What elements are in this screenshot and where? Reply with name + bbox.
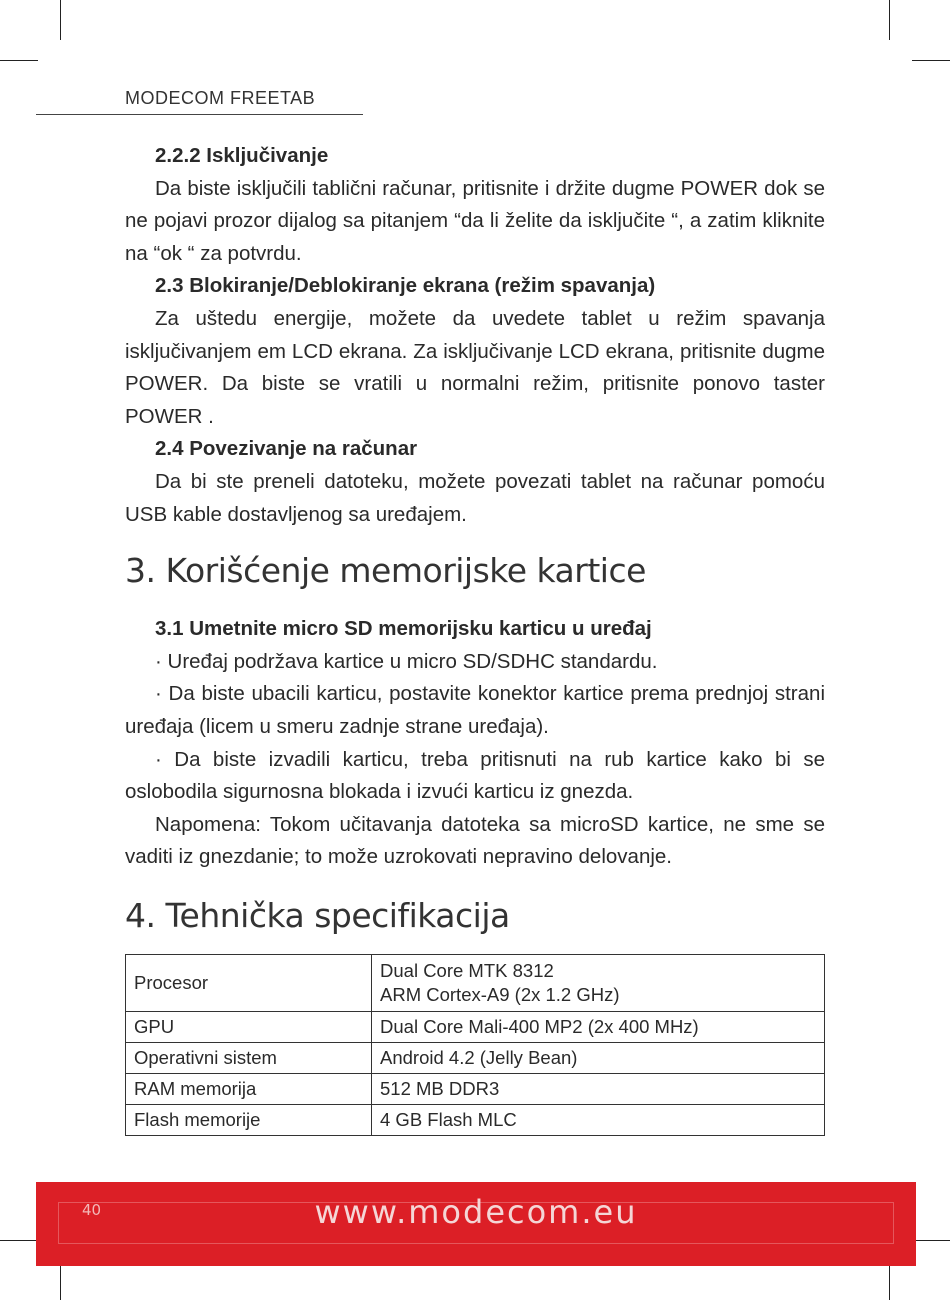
note-text: Napomena: Tokom učitavanja datoteka sa microSD kartice, ne sme se vaditi iz gnezdanie; to može uzrokovati nepravino delovanje. <box>125 812 825 869</box>
spec-label: Procesor <box>126 954 372 1011</box>
spec-value-line: Dual Core MTK 8312 <box>380 959 554 981</box>
section-heading-3-1: 3.1 Umetnite micro SD memorijsku karticu u uređaj <box>155 617 652 641</box>
crop-mark <box>0 1240 38 1241</box>
section-text-2-3: Za uštedu energije, možete da uvedete tablet u režim spavanja isključivanjem em LCD ekrana. Za isključivanje LCD ekrana, pritisnite dugme POWER. Da biste se vratili u normalni režim, pritisnite ponovo taster POWER . <box>125 306 825 428</box>
table-row <box>126 1011 825 1042</box>
crop-mark <box>912 60 950 61</box>
section-heading-2-4: 2.4 Povezivanje na računar <box>155 437 418 461</box>
section-heading-2-2-2: 2.2.2 Isključivanje <box>155 144 329 167</box>
table-row <box>126 1042 825 1073</box>
spec-value <box>372 954 825 1011</box>
section-text-2-2-2: Da biste isključili tablični računar, pritisnite i držite dugme POWER dok se ne pojavi prozor dijalog sa pitanjem “da li želite da isključite “, a zatim kliknite na “ok “ za potvrdu. <box>125 176 825 265</box>
table-row <box>126 1073 825 1104</box>
crop-mark <box>889 1262 890 1300</box>
section-heading-2-3: 2.3 Blokiranje/Deblokiranje ekrana (režim spavanja) <box>155 274 656 298</box>
bullet-item: · Uređaj podržava kartice u micro SD/SDHC standardu. <box>155 649 658 673</box>
crop-mark <box>60 0 61 40</box>
spec-value: Android 4.2 (Jelly Bean) <box>372 1042 825 1073</box>
page-number: 40 <box>82 1201 102 1219</box>
spec-label: RAM memorija <box>126 1073 372 1104</box>
chapter-title-4: 4. Tehnička specifikacija <box>125 895 510 935</box>
spec-value-line: ARM Cortex-A9 (2x 1.2 GHz) <box>380 983 620 1005</box>
spec-value: Dual Core Mali-400 MP2 (2x 400 MHz) <box>372 1011 825 1042</box>
crop-mark <box>912 1240 950 1241</box>
table-row <box>126 1104 825 1135</box>
chapter-title-3: 3. Korišćenje memorijske kartice <box>125 551 646 591</box>
crop-mark <box>60 1262 61 1300</box>
spec-table <box>125 954 825 1136</box>
footer-band <box>36 1182 916 1266</box>
spec-label: GPU <box>126 1011 372 1042</box>
header-rule <box>36 114 363 115</box>
spec-value: 512 MB DDR3 <box>372 1073 825 1104</box>
table-row <box>126 954 825 1011</box>
website-url[interactable]: www.modecom.eu <box>314 1193 638 1231</box>
spec-label: Operativni sistem <box>126 1042 372 1073</box>
section-text-2-4: Da bi ste preneli datoteku, možete povezati tablet na računar pomoću USB kable dostavljenog sa uređajem. <box>125 469 825 526</box>
bullet-item: · Da biste izvadili karticu, treba pritisnuti na rub kartice kako bi se oslobodila sigurnosna blokada i izvući karticu iz gnezda. <box>125 747 825 804</box>
crop-mark <box>0 60 38 61</box>
spec-value: 4 GB Flash MLC <box>372 1104 825 1135</box>
running-header: MODECOM FREETAB <box>125 88 316 108</box>
bullet-item: · Da biste ubacili karticu, postavite konektor kartice prema prednjoj strani uređaja (licem u smeru zadnje strane uređaja). <box>125 682 825 738</box>
page-content <box>125 140 825 1136</box>
spec-label: Flash memorije <box>126 1104 372 1135</box>
crop-mark <box>889 0 890 40</box>
